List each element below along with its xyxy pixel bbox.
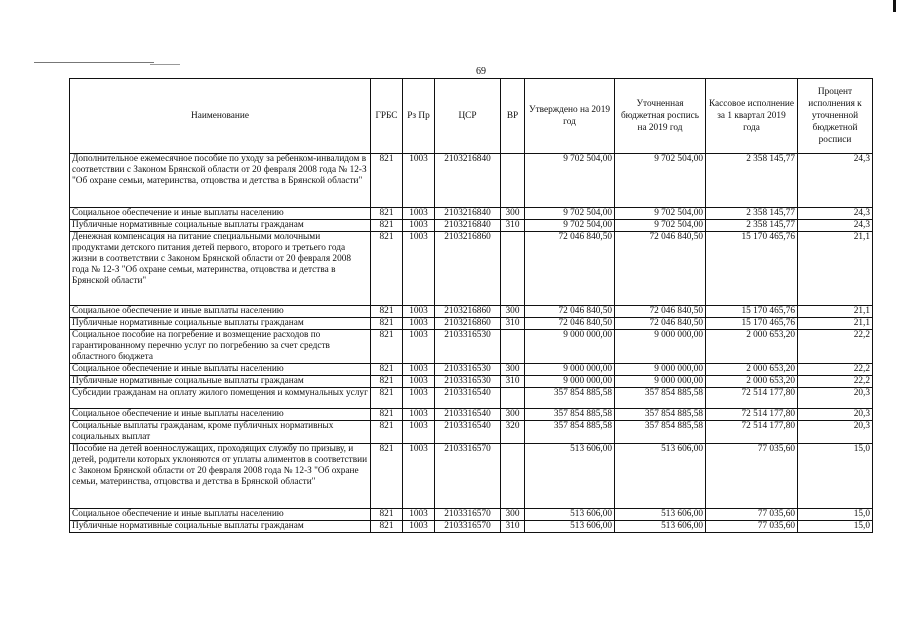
header-vr: ВР — [501, 79, 525, 154]
row-csr: 2103316570 — [435, 444, 501, 509]
row-executed-amount: 2 000 653,20 — [706, 364, 798, 376]
header-approved: Утверждено на 2019 год — [525, 79, 615, 154]
scan-edge-mark — [893, 0, 896, 12]
row-rzpr: 1003 — [403, 154, 435, 208]
row-grbs: 821 — [371, 388, 403, 409]
row-execution-percent: 15,0 — [798, 509, 873, 521]
row-rzpr: 1003 — [403, 364, 435, 376]
row-revised-amount: 9 000 000,00 — [615, 330, 706, 364]
row-revised-amount: 72 046 840,50 — [615, 306, 706, 318]
row-csr: 2103316540 — [435, 421, 501, 444]
row-revised-amount: 357 854 885,58 — [615, 388, 706, 409]
row-csr: 2103316570 — [435, 521, 501, 533]
budget-table — [69, 78, 873, 533]
row-approved-amount: 513 606,00 — [525, 509, 615, 521]
row-name: Денежная компенсация на питание специальными молочными продуктами детского питания детей первого, второго и третьего года жизни в соответствии с Законом Брянской области от 20 февраля 2008 года № 12-З "Об охране семьи, материнства, отцовства и детства в Брянской области" — [70, 232, 371, 306]
row-csr: 2103316530 — [435, 330, 501, 364]
row-execution-percent: 21,1 — [798, 318, 873, 330]
page-number: 69 — [476, 66, 486, 77]
row-grbs: 821 — [371, 444, 403, 509]
row-vr: 310 — [501, 318, 525, 330]
row-rzpr: 1003 — [403, 388, 435, 409]
row-executed-amount: 2 000 653,20 — [706, 376, 798, 388]
row-grbs: 821 — [371, 318, 403, 330]
table-row — [70, 330, 873, 364]
row-approved-amount: 72 046 840,50 — [525, 232, 615, 306]
row-name: Социальное обеспечение и иные выплаты населению — [70, 509, 371, 521]
row-grbs: 821 — [371, 364, 403, 376]
row-executed-amount: 72 514 177,80 — [706, 409, 798, 421]
row-grbs: 821 — [371, 306, 403, 318]
row-approved-amount: 357 854 885,58 — [525, 409, 615, 421]
table-row — [70, 509, 873, 521]
table-row — [70, 521, 873, 533]
row-rzpr: 1003 — [403, 421, 435, 444]
row-vr: 320 — [501, 421, 525, 444]
row-revised-amount: 9 702 504,00 — [615, 208, 706, 220]
row-executed-amount: 72 514 177,80 — [706, 421, 798, 444]
table-header-row — [70, 79, 873, 154]
row-grbs: 821 — [371, 376, 403, 388]
row-csr: 2103216840 — [435, 208, 501, 220]
row-vr: 300 — [501, 364, 525, 376]
row-approved-amount: 9 702 504,00 — [525, 154, 615, 208]
row-grbs: 821 — [371, 232, 403, 306]
row-vr — [501, 232, 525, 306]
row-approved-amount: 72 046 840,50 — [525, 306, 615, 318]
row-name: Социальное пособие на погребение и возмещение расходов по гарантированному перечню услуг по погребению за счет средств областного бюджета — [70, 330, 371, 364]
row-vr — [501, 444, 525, 509]
row-vr: 310 — [501, 521, 525, 533]
row-executed-amount: 15 170 465,76 — [706, 306, 798, 318]
row-csr: 2103216860 — [435, 318, 501, 330]
row-csr: 2103316540 — [435, 409, 501, 421]
row-csr: 2103316530 — [435, 364, 501, 376]
row-rzpr: 1003 — [403, 330, 435, 364]
row-execution-percent: 22,2 — [798, 376, 873, 388]
row-rzpr: 1003 — [403, 318, 435, 330]
row-executed-amount: 2 358 145,77 — [706, 154, 798, 208]
row-vr: 300 — [501, 409, 525, 421]
row-approved-amount: 9 000 000,00 — [525, 330, 615, 364]
table-row — [70, 421, 873, 444]
row-execution-percent: 20,3 — [798, 421, 873, 444]
row-csr: 2103316540 — [435, 388, 501, 409]
row-rzpr: 1003 — [403, 208, 435, 220]
row-csr: 2103216840 — [435, 220, 501, 232]
row-csr: 2103316570 — [435, 509, 501, 521]
row-execution-percent: 20,3 — [798, 388, 873, 409]
row-approved-amount: 9 000 000,00 — [525, 364, 615, 376]
table-row — [70, 306, 873, 318]
row-name: Социальное обеспечение и иные выплаты населению — [70, 208, 371, 220]
table-row — [70, 409, 873, 421]
row-vr: 300 — [501, 208, 525, 220]
row-name: Дополнительное ежемесячное пособие по уходу за ребенком-инвалидом в соответствии с Законом Брянской области от 20 февраля 2008 года № 12-З "Об охране семьи, материнства, отцовства и детства в Брянской области" — [70, 154, 371, 208]
row-rzpr: 1003 — [403, 220, 435, 232]
row-grbs: 821 — [371, 521, 403, 533]
row-execution-percent: 15,0 — [798, 444, 873, 509]
row-revised-amount: 513 606,00 — [615, 444, 706, 509]
row-execution-percent: 22,2 — [798, 330, 873, 364]
row-grbs: 821 — [371, 208, 403, 220]
row-approved-amount: 72 046 840,50 — [525, 318, 615, 330]
row-csr: 2103216840 — [435, 154, 501, 208]
header-csr: ЦСР — [435, 79, 501, 154]
row-vr — [501, 388, 525, 409]
row-csr: 2103316530 — [435, 376, 501, 388]
scan-artifact-line — [34, 62, 154, 63]
row-revised-amount: 357 854 885,58 — [615, 421, 706, 444]
row-execution-percent: 20,3 — [798, 409, 873, 421]
row-approved-amount: 9 702 504,00 — [525, 208, 615, 220]
row-csr: 2103216860 — [435, 306, 501, 318]
row-execution-percent: 15,0 — [798, 521, 873, 533]
row-name: Публичные нормативные социальные выплаты гражданам — [70, 376, 371, 388]
row-revised-amount: 513 606,00 — [615, 521, 706, 533]
row-vr: 310 — [501, 376, 525, 388]
row-execution-percent: 24,3 — [798, 220, 873, 232]
row-rzpr: 1003 — [403, 521, 435, 533]
row-execution-percent: 21,1 — [798, 306, 873, 318]
row-executed-amount: 15 170 465,76 — [706, 232, 798, 306]
row-vr — [501, 154, 525, 208]
row-approved-amount: 9 702 504,00 — [525, 220, 615, 232]
row-executed-amount: 72 514 177,80 — [706, 388, 798, 409]
row-revised-amount: 9 702 504,00 — [615, 154, 706, 208]
row-name: Пособие на детей военнослужащих, проходящих службу по призыву, и детей, родители которых уклоняются от уплаты алиментов в соответствии с Законом Брянской области от 20 февраля 2008 года № 12-З "Об охране семьи, материнства, отцовства и детства в Брянской области" — [70, 444, 371, 509]
row-approved-amount: 357 854 885,58 — [525, 421, 615, 444]
row-revised-amount: 9 702 504,00 — [615, 220, 706, 232]
row-approved-amount: 357 854 885,58 — [525, 388, 615, 409]
header-grbs: ГРБС — [371, 79, 403, 154]
row-grbs: 821 — [371, 421, 403, 444]
row-csr: 2103216860 — [435, 232, 501, 306]
row-revised-amount: 9 000 000,00 — [615, 376, 706, 388]
row-rzpr: 1003 — [403, 376, 435, 388]
row-vr: 310 — [501, 220, 525, 232]
row-executed-amount: 77 035,60 — [706, 444, 798, 509]
row-vr — [501, 330, 525, 364]
row-execution-percent: 24,3 — [798, 154, 873, 208]
row-grbs: 821 — [371, 409, 403, 421]
table-row — [70, 208, 873, 220]
row-name: Социальное обеспечение и иные выплаты населению — [70, 409, 371, 421]
table-row — [70, 318, 873, 330]
row-grbs: 821 — [371, 509, 403, 521]
row-grbs: 821 — [371, 220, 403, 232]
row-revised-amount: 357 854 885,58 — [615, 409, 706, 421]
header-name: Наименование — [70, 79, 371, 154]
row-name: Социальное обеспечение и иные выплаты населению — [70, 306, 371, 318]
header-percent: Процент исполнения к уточненной бюджетной росписи — [798, 79, 873, 154]
row-rzpr: 1003 — [403, 409, 435, 421]
table-row — [70, 376, 873, 388]
header-revised: Уточненная бюджетная роспись на 2019 год — [615, 79, 706, 154]
row-executed-amount: 2 000 653,20 — [706, 330, 798, 364]
row-revised-amount: 9 000 000,00 — [615, 364, 706, 376]
row-execution-percent: 22,2 — [798, 364, 873, 376]
row-name: Субсидии гражданам на оплату жилого помещения и коммунальных услуг — [70, 388, 371, 409]
table-row — [70, 444, 873, 509]
row-grbs: 821 — [371, 330, 403, 364]
row-grbs: 821 — [371, 154, 403, 208]
row-rzpr: 1003 — [403, 509, 435, 521]
table-row — [70, 232, 873, 306]
table-row — [70, 220, 873, 232]
row-vr: 300 — [501, 509, 525, 521]
header-executed: Кассовое исполнение за 1 квартал 2019 года — [706, 79, 798, 154]
row-executed-amount: 15 170 465,76 — [706, 318, 798, 330]
row-approved-amount: 513 606,00 — [525, 444, 615, 509]
row-rzpr: 1003 — [403, 444, 435, 509]
row-rzpr: 1003 — [403, 232, 435, 306]
row-revised-amount: 513 606,00 — [615, 509, 706, 521]
row-vr: 300 — [501, 306, 525, 318]
row-revised-amount: 72 046 840,50 — [615, 232, 706, 306]
row-rzpr: 1003 — [403, 306, 435, 318]
header-rzpr: Рз Пр — [403, 79, 435, 154]
row-executed-amount: 2 358 145,77 — [706, 208, 798, 220]
row-name: Социальные выплаты гражданам, кроме публичных нормативных социальных выплат — [70, 421, 371, 444]
row-name: Публичные нормативные социальные выплаты гражданам — [70, 521, 371, 533]
row-execution-percent: 24,3 — [798, 208, 873, 220]
row-name: Публичные нормативные социальные выплаты гражданам — [70, 318, 371, 330]
row-revised-amount: 72 046 840,50 — [615, 318, 706, 330]
row-approved-amount: 9 000 000,00 — [525, 376, 615, 388]
row-execution-percent: 21,1 — [798, 232, 873, 306]
row-name: Социальное обеспечение и иные выплаты населению — [70, 364, 371, 376]
scan-artifact-line — [150, 64, 180, 65]
table-row — [70, 364, 873, 376]
table-row — [70, 154, 873, 208]
row-executed-amount: 77 035,60 — [706, 509, 798, 521]
row-name: Публичные нормативные социальные выплаты гражданам — [70, 220, 371, 232]
row-executed-amount: 77 035,60 — [706, 521, 798, 533]
row-executed-amount: 2 358 145,77 — [706, 220, 798, 232]
row-approved-amount: 513 606,00 — [525, 521, 615, 533]
table-row — [70, 388, 873, 409]
